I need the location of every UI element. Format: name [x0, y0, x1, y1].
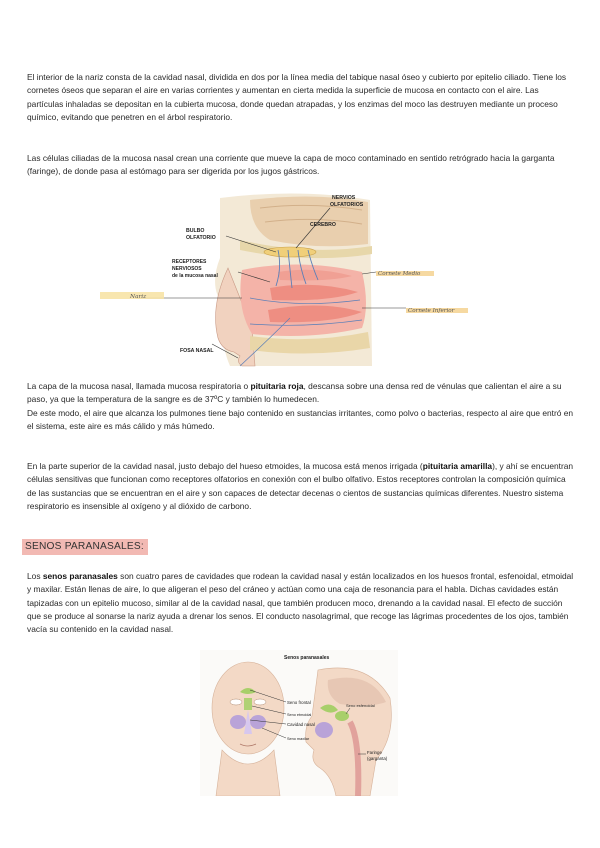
label-nervios: NERVIOS — [332, 195, 356, 201]
bold-term-senos-paranasales: senos paranasales — [42, 571, 118, 581]
section-heading-senos: SENOS PARANASALES: — [22, 539, 148, 555]
bold-term-pituitaria-roja: pituitaria roja — [250, 381, 304, 391]
label-senos-title: Senos paranasales — [284, 655, 330, 661]
label-mucosa-nasal: de la mucosa nasal — [172, 273, 218, 279]
paragraph-text: El interior de la nariz consta de la cavidad nasal, dividida en dos por la línea media del tabique nasal óseo y cubierto por epitelio ciliado. Tiene los cornetes óseos que separan el aire en varias corrientes y aumentan en cierta medida la superficie de mucosa en contacto con el aire. Las partículas inhaladas se depositan en la cubierta mucosa, donde quedan atrapadas, y los enzimas del moco las destruyen mediante un proceso químico, evitando que penetren en el árbol respiratorio. — [27, 72, 567, 122]
handwritten-nariz: Nariz — [130, 294, 147, 300]
label-seno-frontal: Seno frontal — [287, 700, 311, 705]
label-olfatorios: OLFATORIOS — [330, 202, 364, 208]
paranasal-sinuses-illustration — [200, 650, 398, 796]
paragraph-mucosa-respiratoria — [27, 380, 575, 433]
paragraph-ciliated-cells — [27, 152, 575, 179]
label-seno-maxilar: Seno maxilar — [287, 737, 310, 741]
label-olfatorio: OLFATORIO — [186, 235, 216, 241]
handwritten-cornete-medio: Cornete Medio — [378, 271, 421, 277]
paragraph-text: , descansa sobre una densa red de vénulas que calientan el aire a su paso, ya que la temperatura de la sangre es de 37ºC y también lo humedecen. — [27, 381, 562, 405]
label-faringe: Faringe — [367, 750, 382, 755]
paragraph-senos-paranasales — [27, 570, 575, 636]
label-fosa-nasal: FOSA NASAL — [180, 348, 214, 354]
paranasal-sinuses-figure — [200, 650, 398, 796]
paragraph-text: Las células ciliadas de la mucosa nasal crean una corriente que mueve la capa de moco contaminado en sentido retrógrado hacia la garganta (faringe), de donde pasa al estómago para ser digerida por los jugos gástricos. — [27, 153, 555, 177]
paragraph-text: De este modo, el aire que alcanza los pulmones tiene bajo contenido en sustancias irritantes, como polvo o bacterias, respecto al aire que entró en el sistema, este aire es más cálido y más húmedo. — [27, 407, 574, 431]
nasal-cavity-illustration — [100, 188, 480, 378]
handwritten-cornete-inferior: Cornete Inferior — [408, 308, 455, 314]
bold-term-pituitaria-amarilla: pituitaria amarilla — [422, 461, 493, 471]
paragraph-text: son cuatro pares de cavidades que rodean la cavidad nasal y están localizados en los huesos frontal, esfenoidal, etmoidal y maxilar. Están llenas de aire, lo que aligeran el peso del cráneo y actúan como una caja de resonancia para el habla. Dichas cavidades están tapizadas con un epitelio mucoso, similar al de la cavidad nasal, que también producen moco, drenando a la cavidad nasal. El efecto de succión que se produce al sonarse la nariz ayuda a drenar los senos. El conducto nasolagrimal, que recoge las lágrimas procedentes de los ojos, también vacía su contenido en la cavidad nasal. — [27, 571, 574, 635]
paragraph-text: Los — [27, 571, 43, 581]
paragraph-text: ), y ahí se encuentran células sensitivas que funcionan como receptores olfatorios en conexión con el bulbo olfativo. Estos receptores controlan la composición química de las sustancias que se encuentran en el aire y son capaces de detectar decenas o cientos de sustancias químicas diferentes. Nuestro sistema respiratorio es insensible al oxígeno y al dióxido de carbono. — [27, 461, 574, 511]
nasal-cavity-figure — [100, 188, 480, 378]
label-bulbo: BULBO — [186, 228, 205, 234]
paragraph-text: En la parte superior de la cavidad nasal, justo debajo del hueso etmoides, la mucosa está menos irrigada ( — [27, 461, 423, 471]
label-seno-esfenoidal: Seno esfenoidal — [346, 703, 375, 708]
paragraph-nasal-cavity — [27, 71, 575, 124]
label-garganta: (garganta) — [367, 756, 388, 761]
paragraph-text: La capa de la mucosa nasal, llamada mucosa respiratoria o — [27, 381, 251, 391]
label-cavidad-nasal: Cavidad nasal — [287, 722, 315, 727]
label-nerviosos: NERVIOSOS — [172, 266, 202, 272]
label-seno-etmoidal: Seno etmoidal — [287, 713, 312, 717]
paragraph-pituitaria-amarilla — [27, 460, 575, 513]
label-receptores: RECEPTORES — [172, 259, 207, 265]
label-cerebro: CEREBRO — [310, 222, 336, 228]
